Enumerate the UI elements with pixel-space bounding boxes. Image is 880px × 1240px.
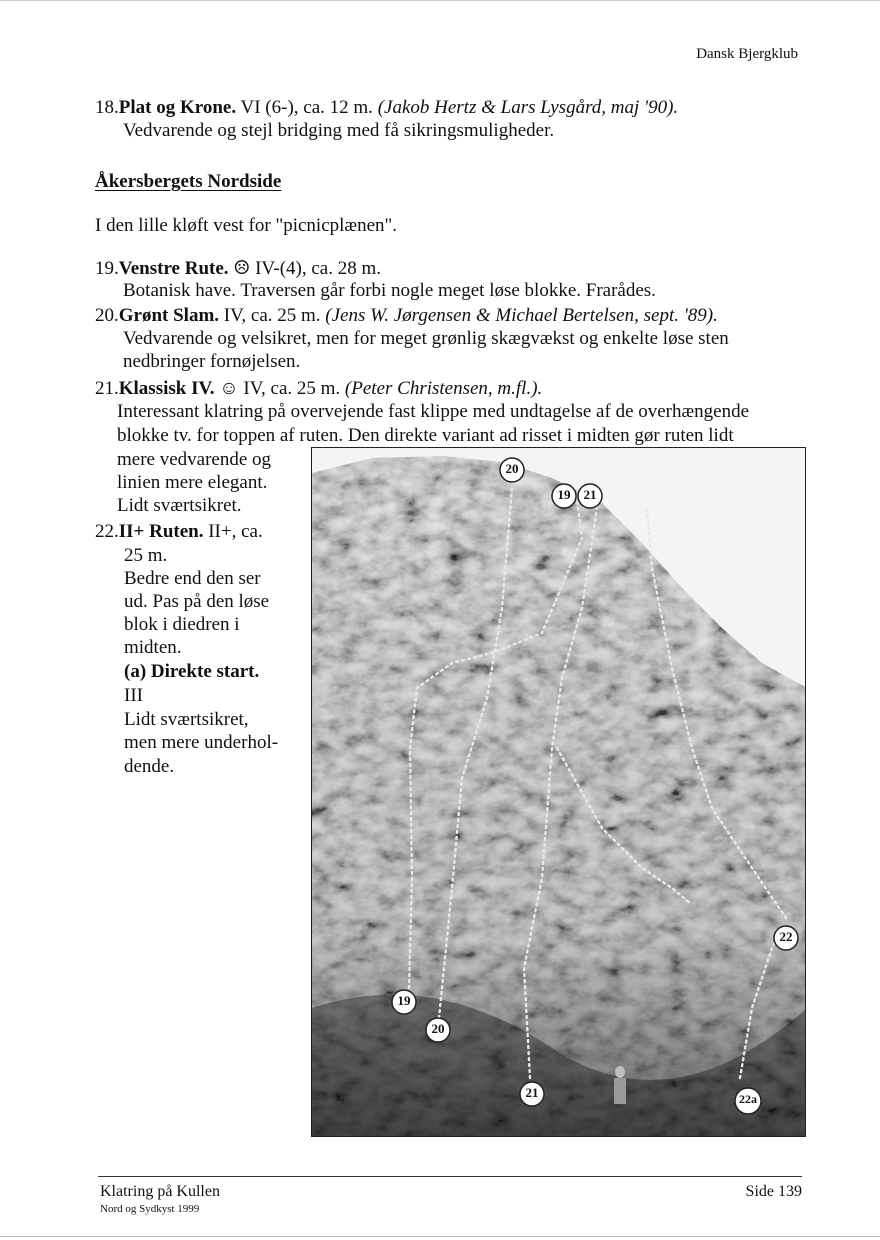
route-19-heading [95,257,381,280]
header-club-name: Dansk Bjergklub [696,46,798,62]
route-grade: IV, ca. 25 m. [219,305,326,326]
route-22a-description-line2: men mere underhol- [124,732,279,753]
route-name: Klassisk IV. [118,378,215,399]
route-21-description-line1: Interessant klatring på overvejende fast klippe med undtagelse af de overhængende [117,401,750,422]
route-21-description-line2: blokke tv. for toppen af ruten. Den direkte variant ad risset i midten gør ruten lidt [117,425,734,446]
route-number: 22. [95,521,119,542]
route-marker-label: 22 [779,929,793,944]
route-name: Plat og Krone. [118,97,237,118]
route-19-description: Botanisk have. Traversen går forbi nogle meget løse blokke. Frarådes. [123,280,656,301]
route-grade: ☹ IV-(4), ca. 28 m. [228,258,381,279]
route-22a-description-line3: dende. [124,756,175,777]
route-22a-grade: III [124,685,143,706]
route-22-description-line1: Bedre end den ser [124,568,261,589]
route-marker-21-top [576,482,604,515]
route-author: (Jens W. Jørgensen & Michael Bertelsen, sept. '89). [325,305,718,326]
route-20-description-line2: nedbringer fornøjelsen. [123,351,301,372]
route-21-description-line3: mere vedvarende og [117,449,272,470]
route-name: Venstre Rute. [118,258,229,279]
route-marker-label: 22a [739,1092,757,1106]
climber-figure [614,1066,626,1104]
route-22-description-line3: blok i diedren i [124,614,240,635]
route-grade: II+, ca. [203,521,263,542]
route-marker-label: 20 [505,461,519,476]
route-22-grade-line2: 25 m. [124,545,168,566]
section-title: Åkersbergets Nordside [95,171,282,192]
top-scan-edge [0,0,880,1]
route-marker-22-right [772,924,800,957]
route-marker-22a-bottom [732,1086,764,1121]
route-21-heading [95,377,542,400]
route-18-heading [95,96,678,119]
footer-title: Klatring på Kullen [100,1183,220,1200]
route-grade: ☺ IV, ca. 25 m. [214,378,345,399]
route-marker-19-top [550,482,578,515]
page-number: Side 139 [745,1183,802,1200]
route-21-description-line4: linien mere elegant. [117,472,268,493]
route-20-heading [95,304,718,327]
cliff-route-photo [311,447,806,1137]
route-22a-description-line1: Lidt sværtsikret, [124,709,249,730]
route-marker-20-top [498,456,526,489]
route-22a-name: (a) Direkte start. [124,661,260,682]
route-name: Grønt Slam. [118,305,220,326]
route-22-description-line4: midten. [124,637,182,658]
route-marker-label: 21 [583,487,597,502]
route-18-description: Vedvarende og stejl bridging med få sikringsmuligheder. [123,120,555,141]
route-marker-label: 19 [557,487,571,502]
route-21-description-line5: Lidt sværtsikret. [117,495,242,516]
route-marker-label: 19 [397,993,411,1008]
route-marker-label: 21 [525,1085,539,1100]
route-name: II+ Ruten. [118,521,204,542]
route-number: 20. [95,305,119,326]
route-author: (Peter Christensen, m.fl.). [344,378,543,399]
route-22-heading [95,520,263,543]
footer-rule [98,1176,802,1177]
route-22-description-line2: ud. Pas på den løse [124,591,270,612]
route-number: 19. [95,258,119,279]
route-number: 18. [95,97,119,118]
route-number: 21. [95,378,119,399]
cliff-photo-graphic [312,448,806,1137]
route-grade: VI (6-), ca. 12 m. [236,97,378,118]
route-marker-20-bottom [424,1016,452,1049]
route-author: (Jakob Hertz & Lars Lysgård, maj '90). [377,97,679,118]
route-marker-label: 20 [431,1021,445,1036]
footer-subtitle: Nord og Sydkyst 1999 [100,1203,200,1215]
bottom-scan-edge [0,1236,880,1237]
route-marker-21-bottom [518,1080,546,1113]
section-intro: I den lille kløft vest for "picnicplænen". [95,215,398,236]
route-marker-19-bottom [390,988,418,1021]
route-20-description-line1: Vedvarende og velsikret, men for meget grønlig skægvækst og enkelte løse sten [123,328,729,349]
